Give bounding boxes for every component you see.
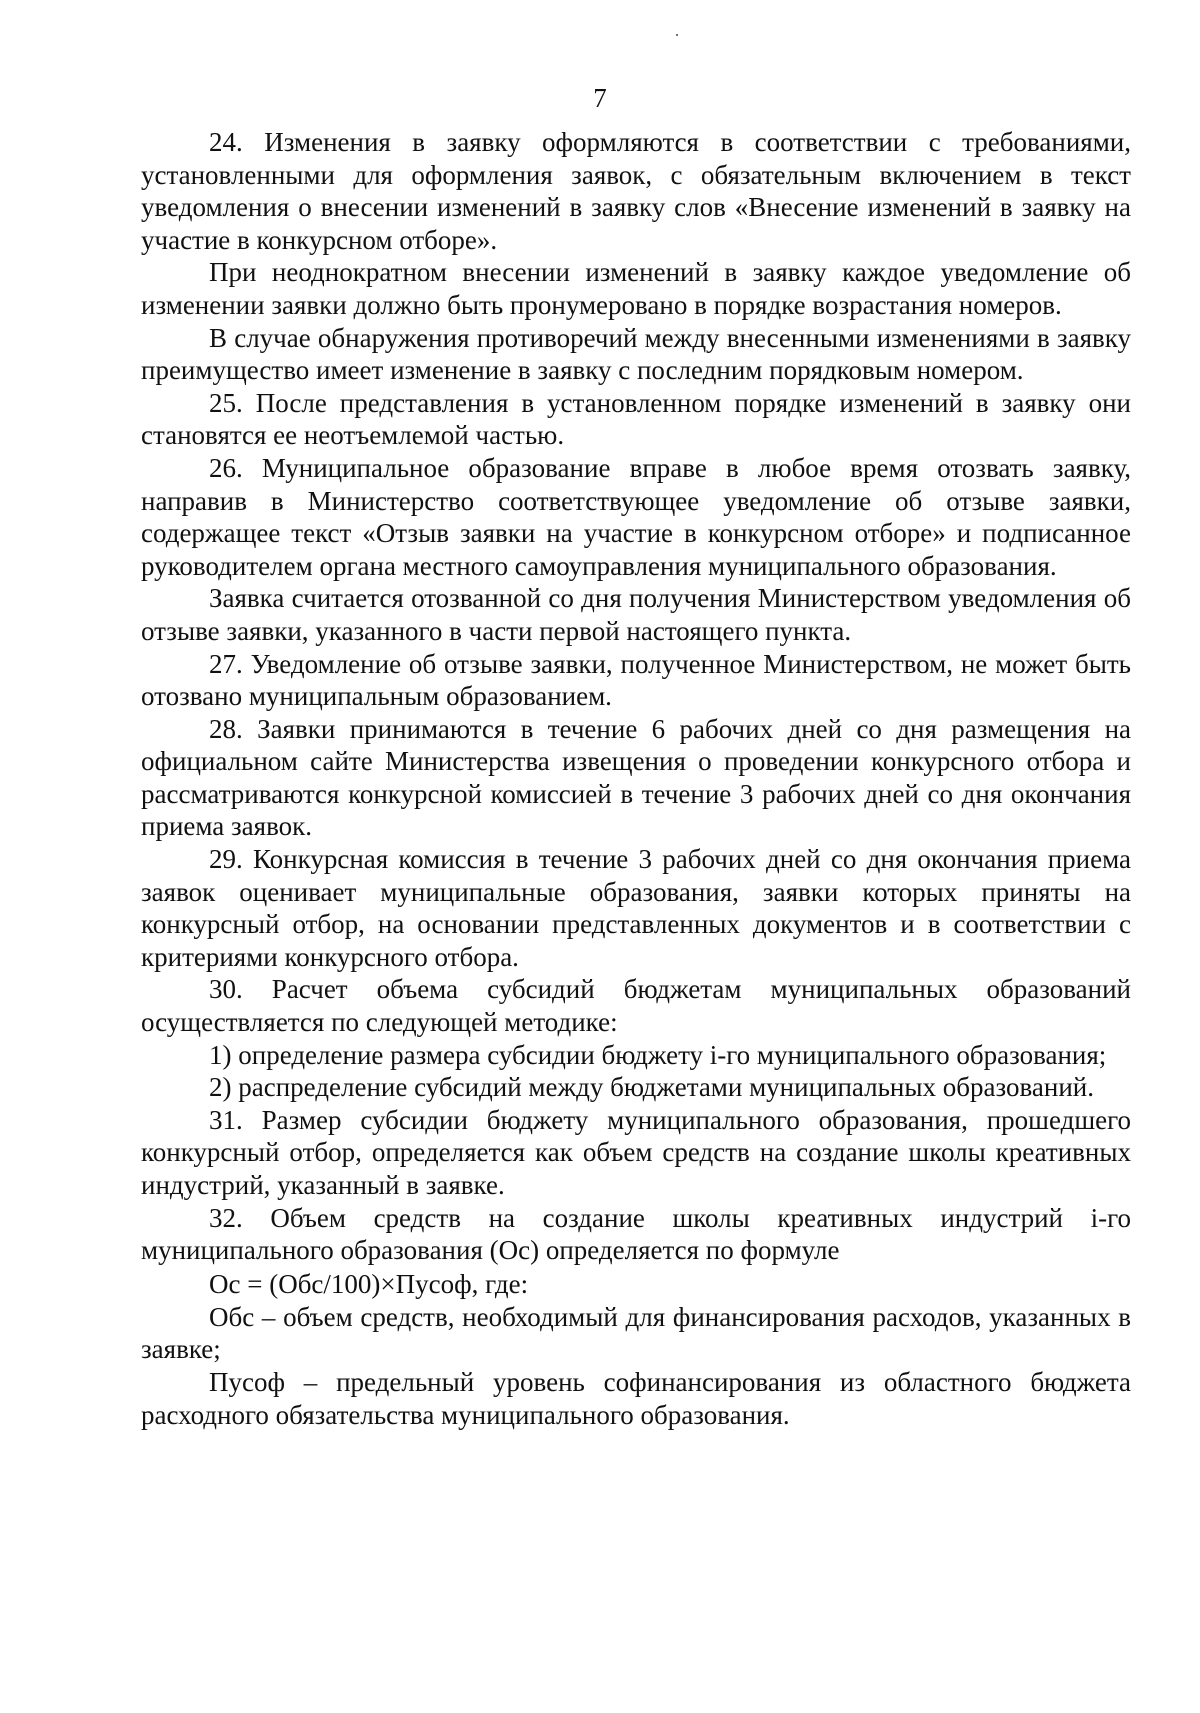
paragraph-24: 24. Изменения в заявку оформляются в соответствии с требованиями, установленными для оформления заявок, с обязательным включением в текст уведомления о внесении изменений в заявку слов «Внесение изменений в заявку на участие в конкурсном отборе». (141, 127, 1131, 255)
paragraph-26-withdrawn: Заявка считается отозванной со дня получения Министерством уведомления об отзыве заявки, указанного в части первой настоящего пункта. (141, 583, 1131, 646)
paragraph-24-repeat-changes: При неоднократном внесении изменений в заявку каждое уведомление об изменении заявки должно быть пронумеровано в порядке возрастания номеров. (141, 257, 1131, 320)
formula: Ос = (Обс/100)×Пусоф, где: (209, 1268, 529, 1299)
paragraph-30-item-2: 2) распределение субсидий между бюджетами муниципальных образований. (209, 1072, 1094, 1103)
document-body (141, 126, 1131, 1431)
paragraph-24-contradictions: В случае обнаружения противоречий между внесенными изменениями в заявку преимущество имеет изменение в заявку с последним порядковым номером. (141, 322, 1131, 386)
definition-obs: Обс – объем средств, необходимый для финансирования расходов, указанных в заявке; (141, 1301, 1131, 1365)
paragraph-30-item-1: 1) определение размера субсидии бюджету i-го муниципального образования; (209, 1039, 1107, 1070)
paragraph-26: 26. Муниципальное образование вправе в любое время отозвать заявку, направив в Министерство соответствующее уведомление об отзыве заявки, содержащее текст «Отзыв заявки на участие в конкурсном отборе» и подписанное руководителем органа местного самоуправления муниципального образования. (141, 452, 1131, 581)
scan-speck (676, 34, 678, 36)
paragraph-31: 31. Размер субсидии бюджету муниципального образования, прошедшего конкурсный отбор, определяется как объем средств на создание школы креативных индустрий, указанный в заявке. (141, 1104, 1131, 1200)
paragraph-28: 28. Заявки принимаются в течение 6 рабочих дней со дня размещения на официальном сайте Министерства извещения о проведении конкурсного отбора и рассматриваются конкурсной комиссией в течение 3 рабочих дней со дня окончания приема заявок. (141, 713, 1131, 842)
page-number: 7 (593, 83, 607, 113)
paragraph-30: 30. Расчет объема субсидий бюджетам муниципальных образований осуществляется по следующей методике: (141, 974, 1131, 1038)
paragraph-29: 29. Конкурсная комиссия в течение 3 рабочих дней со дня окончания приема заявок оценивает муниципальные образования, заявки которых приняты на конкурсный отбор, на основании представленных документов и в соответствии с критериями конкурсного отбора. (141, 844, 1131, 972)
paragraph-27: 27. Уведомление об отзыве заявки, полученное Министерством, не может быть отозвано муниципальным образованием. (141, 648, 1131, 712)
paragraph-25: 25. После представления в установленном порядке изменений в заявку они становятся ее неотъемлемой частью. (141, 387, 1131, 451)
definition-pusof: Пусоф – предельный уровень софинансирования из областного бюджета расходного обязательства муниципального образования. (141, 1366, 1131, 1430)
paragraph-32: 32. Объем средств на создание школы креативных индустрий i-го муниципального образования (Ос) определяется по формуле (141, 1202, 1131, 1266)
